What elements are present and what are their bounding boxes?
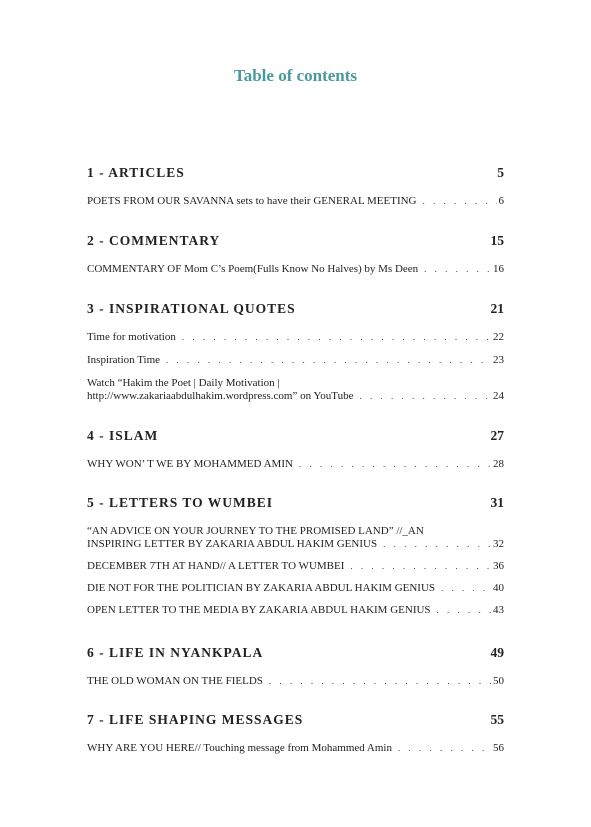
dot-leader <box>441 582 491 595</box>
entry-page-number: 43 <box>493 604 504 616</box>
entry-title: INSPIRING LETTER BY ZAKARIA ABDUL HAKIM GENIUS <box>87 538 378 550</box>
toc-section-letters-to-wumbei <box>87 495 504 617</box>
section-title: 5 - LETTERS TO WUMBEI <box>87 495 274 510</box>
entry-page-number: 16 <box>493 263 504 275</box>
toc-entry[interactable] <box>87 195 504 208</box>
toc-section-inspirational-quotes <box>87 301 504 403</box>
entry-page-number: 50 <box>493 675 504 687</box>
section-heading[interactable] <box>87 301 504 317</box>
toc-entry[interactable] <box>87 604 504 617</box>
entry-title: WHY WON’ T WE BY MOHAMMED AMIN <box>87 458 293 470</box>
entry-page-number: 40 <box>493 582 504 594</box>
toc-section-articles <box>87 165 504 208</box>
toc-entry[interactable] <box>87 560 504 573</box>
section-page-number: 55 <box>490 712 504 727</box>
toc-entry[interactable] <box>87 263 504 276</box>
entry-title: COMMENTARY OF Mom C’s Poem(Fulls Know No Halves) by Ms Deen <box>87 263 419 275</box>
dot-leader <box>437 604 491 617</box>
entry-page-number: 23 <box>493 354 504 366</box>
page-title: Table of contents <box>233 66 358 85</box>
toc-section-commentary <box>87 233 504 276</box>
toc-entry[interactable] <box>87 742 504 755</box>
section-title: 2 - COMMENTARY <box>87 233 221 248</box>
toc-entry[interactable] <box>87 331 504 344</box>
toc-entry[interactable] <box>87 377 504 403</box>
section-title: 4 - ISLAM <box>87 428 159 443</box>
dot-leader <box>350 560 491 573</box>
entry-title: POETS FROM OUR SAVANNA sets to have their GENERAL MEETING <box>87 195 417 207</box>
entry-title: OPEN LETTER TO THE MEDIA BY ZAKARIA ABDUL HAKIM GENIUS <box>87 604 431 616</box>
section-title: 6 - LIFE IN NYANKPALA <box>87 645 264 660</box>
entry-title: Inspiration Time <box>87 354 161 366</box>
section-page-number: 49 <box>490 645 504 660</box>
dot-leader <box>269 675 491 688</box>
entry-page-number: 28 <box>493 458 504 470</box>
section-page-number: 31 <box>490 495 504 510</box>
entry-title: http://www.zakariaabdulhakim.wordpress.com” on YouTube <box>87 390 354 402</box>
section-title: 7 - LIFE SHAPING MESSAGES <box>87 712 304 727</box>
dot-leader <box>182 331 491 344</box>
section-title: 3 - INSPIRATIONAL QUOTES <box>87 301 296 316</box>
section-heading[interactable] <box>87 428 504 444</box>
entry-title: THE OLD WOMAN ON THE FIELDS <box>87 675 263 687</box>
entry-page-number: 6 <box>498 195 504 207</box>
dot-leader <box>360 390 491 403</box>
toc-entry[interactable] <box>87 354 504 367</box>
entry-title: WHY ARE YOU HERE// Touching message from Mohammed Amin <box>87 742 392 754</box>
dot-leader <box>398 742 491 755</box>
section-page-number: 5 <box>497 165 504 180</box>
dot-leader <box>424 263 491 276</box>
entry-title-line: “AN ADVICE ON YOUR JOURNEY TO THE PROMISED LAND” //_AN <box>87 525 424 537</box>
entry-title: DIE NOT FOR THE POLITICIAN BY ZAKARIA ABDUL HAKIM GENIUS <box>87 582 436 594</box>
toc-section-islam <box>87 428 504 471</box>
toc-section-life-shaping-messages <box>87 712 504 755</box>
section-heading[interactable] <box>87 495 504 511</box>
dot-leader <box>383 538 491 551</box>
section-heading[interactable] <box>87 165 504 181</box>
entry-title: Time for motivation <box>87 331 176 343</box>
entry-page-number: 36 <box>493 560 504 572</box>
section-title: 1 - ARTICLES <box>87 165 185 180</box>
toc-entry[interactable] <box>87 582 504 595</box>
section-heading[interactable] <box>87 233 504 249</box>
entry-page-number: 22 <box>493 331 504 343</box>
toc-entry[interactable] <box>87 458 504 471</box>
dot-leader <box>299 458 491 471</box>
toc-entry[interactable] <box>87 525 504 551</box>
entry-title-line: Watch “Hakim the Poet | Daily Motivation | <box>87 377 280 389</box>
section-page-number: 27 <box>490 428 504 443</box>
section-heading[interactable] <box>87 712 504 728</box>
dot-leader <box>166 354 491 367</box>
toc-entry[interactable] <box>87 675 504 688</box>
entry-page-number: 32 <box>493 538 504 550</box>
entry-page-number: 24 <box>493 390 504 402</box>
section-heading[interactable] <box>87 645 504 661</box>
toc-section-life-in-nyankpala <box>87 645 504 688</box>
section-page-number: 21 <box>490 301 504 316</box>
entry-page-number: 56 <box>493 742 504 754</box>
dot-leader <box>423 195 497 208</box>
section-page-number: 15 <box>490 233 504 248</box>
entry-title: DECEMBER 7TH AT HAND// A LETTER TO WUMBEI <box>87 560 345 572</box>
